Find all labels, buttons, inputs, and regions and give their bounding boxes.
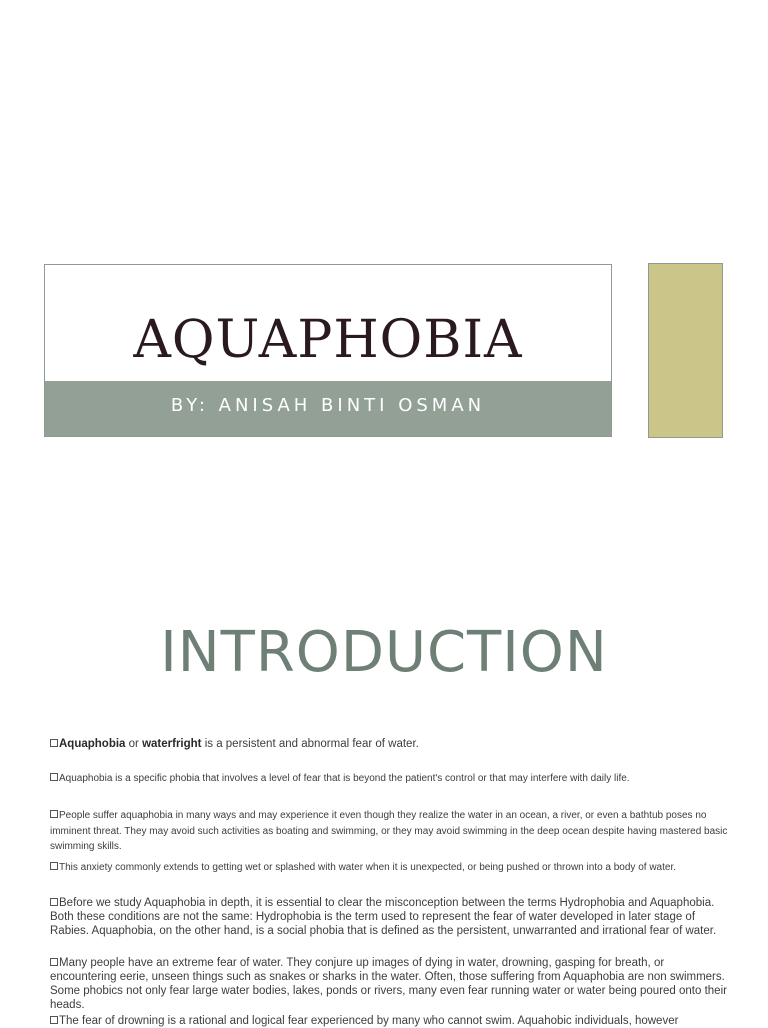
- term-aquaphobia: Aquaphobia: [59, 738, 126, 750]
- bullet-box-icon: [50, 773, 58, 781]
- bullet-paragraph-4: [50, 860, 730, 876]
- bullet-box-icon: [50, 958, 58, 966]
- paragraph-text: This anxiety commonly extends to getting wet or splashed with water when it is unexpected, or being pushed or thrown into a body of water.: [59, 862, 677, 873]
- bullet-paragraph-7: [50, 1014, 730, 1028]
- slide-title: AQUAPHOBIA: [133, 310, 523, 370]
- connector-text: or: [125, 738, 143, 750]
- bullet-paragraph-6: [50, 956, 730, 1012]
- paragraph-text: The fear of drowning is a rational and logical fear experienced by many who cannot swim. Aquahobic individuals, however: [59, 1015, 679, 1027]
- bullet-box-icon: [50, 898, 58, 906]
- bullet-box-icon: [50, 810, 58, 818]
- paragraph-text: People suffer aquaphobia in many ways and may experience it even though they realize the water in an ocean, a river, or even a bathtub poses no imminent threat. They may avoid such activities as boating and swimming, or they may avoid swimming in the deep ocean despite having mastered basic swimming skills.: [50, 810, 728, 852]
- bullet-paragraph-3: [50, 808, 730, 855]
- bullet-paragraph-5: [50, 896, 730, 938]
- slide-subtitle: BY: ANISAH BINTI OSMAN: [170, 395, 486, 416]
- subtitle-band: [45, 381, 611, 436]
- paragraph-text: Before we study Aquaphobia in depth, it is essential to clear the misconception between the terms Hydrophobia and Aquaphobia. Both these conditions are not the same: Hydrophobia is the term used to represent the fear of water developed in later stage of Rabies. Aquaphobia, on the other hand, is a social phobia that is defined as the persistent, unwarranted and irrational fear of water.: [50, 897, 717, 937]
- introduction-heading: INTRODUCTION: [160, 620, 608, 685]
- accent-block: [648, 263, 723, 438]
- title-box: [44, 264, 612, 437]
- paragraph-text: Many people have an extreme fear of water. They conjure up images of dying in water, drowning, gasping for breath, or encountering eerie, unseen things such as snakes or sharks in the water. Often, those suffering from Aquaphobia are non swimmers. Some phobics not only fear large water bodies, lakes, ponds or rivers, many even fear running water or water being poured onto their heads.: [50, 957, 727, 1011]
- paragraph-text: Aquaphobia is a specific phobia that involves a level of fear that is beyond the patient's control or that may interfere with daily life.: [59, 773, 630, 784]
- bullet-box-icon: [50, 1016, 58, 1024]
- bullet-paragraph-2: [50, 771, 730, 787]
- definition-text: is a persistent and abnormal fear of water.: [201, 738, 419, 750]
- bullet-box-icon: [50, 739, 58, 747]
- bullet-paragraph-1: [50, 737, 730, 751]
- bullet-box-icon: [50, 862, 58, 870]
- term-waterfright: waterfright: [142, 738, 202, 750]
